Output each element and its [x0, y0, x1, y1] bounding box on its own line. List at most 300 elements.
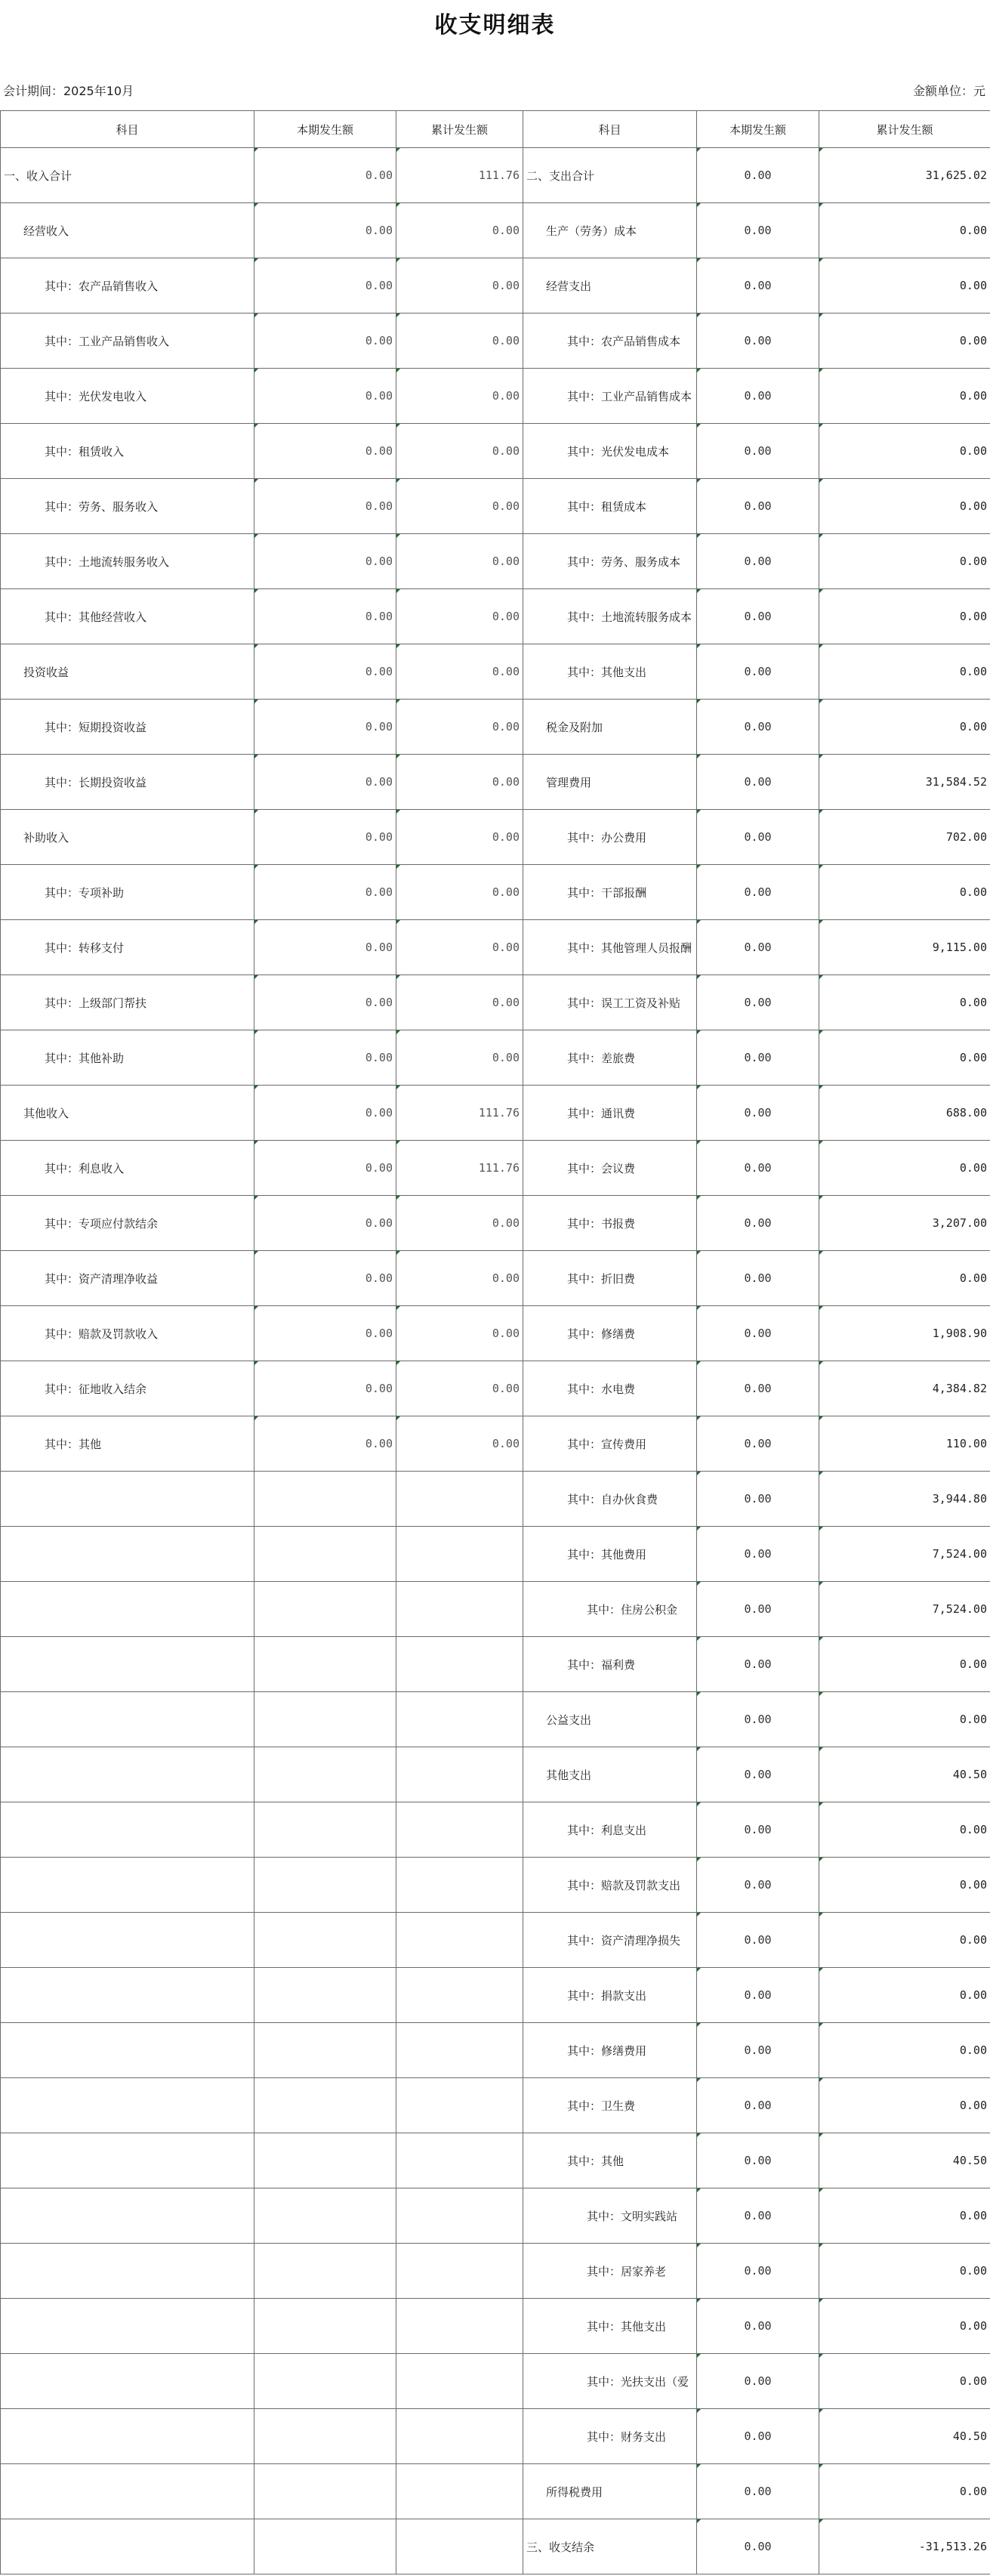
income-subject-cell: [1, 1472, 254, 1527]
expense-subject-cell: 其中：居家养老: [523, 2244, 697, 2299]
expense-cumulative-cell: 0.00: [819, 1251, 990, 1306]
income-current-cell: 0.00: [254, 810, 396, 865]
income-current-cell: 0.00: [254, 975, 396, 1030]
expense-cumulative-cell: 0.00: [819, 1968, 990, 2023]
expense-current-cell: 0.00: [697, 2244, 819, 2299]
income-cumulative-cell: [396, 1858, 523, 1913]
table-row: [1, 424, 990, 479]
table-row: [1, 148, 990, 203]
table-row: [1, 1858, 990, 1913]
expense-current-cell: 0.00: [697, 644, 819, 700]
expense-subject-cell: 其中：通讯费: [523, 1086, 697, 1141]
income-current-cell: 0.00: [254, 258, 396, 314]
income-cumulative-cell: 0.00: [396, 1361, 523, 1416]
header-expense-current: 本期发生额: [697, 111, 819, 148]
expense-subject-cell: 其中：干部报酬: [523, 865, 697, 920]
table-row: [1, 1030, 990, 1086]
income-subject-cell: [1, 2078, 254, 2133]
table-row: [1, 1582, 990, 1637]
income-current-cell: 0.00: [254, 920, 396, 975]
income-subject-cell: [1, 1692, 254, 1747]
expense-cumulative-cell: 0.00: [819, 2354, 990, 2409]
income-subject-cell: [1, 2133, 254, 2188]
income-current-cell: [254, 1582, 396, 1637]
income-current-cell: 0.00: [254, 479, 396, 534]
income-current-cell: [254, 1913, 396, 1968]
income-cumulative-cell: 0.00: [396, 1251, 523, 1306]
income-current-cell: [254, 1802, 396, 1858]
income-subject-cell: 投资收益: [1, 644, 254, 700]
income-subject-cell: 其中：其他: [1, 1416, 254, 1472]
income-cumulative-cell: 0.00: [396, 975, 523, 1030]
expense-subject-cell: 二、支出合计: [523, 148, 697, 203]
expense-cumulative-cell: 3,207.00: [819, 1196, 990, 1251]
income-current-cell: [254, 1968, 396, 2023]
income-current-cell: [254, 2464, 396, 2519]
expense-current-cell: 0.00: [697, 589, 819, 644]
expense-cumulative-cell: 702.00: [819, 810, 990, 865]
income-cumulative-cell: [396, 2023, 523, 2078]
income-subject-cell: [1, 1527, 254, 1582]
table-row: [1, 865, 990, 920]
income-subject-cell: 补助收入: [1, 810, 254, 865]
income-current-cell: [254, 2519, 396, 2574]
income-cumulative-cell: 0.00: [396, 258, 523, 314]
expense-subject-cell: 其中：劳务、服务成本: [523, 534, 697, 589]
expense-subject-cell: 其中：租赁成本: [523, 479, 697, 534]
expense-current-cell: 0.00: [697, 2519, 819, 2574]
income-subject-cell: 其中：上级部门帮扶: [1, 975, 254, 1030]
income-cumulative-cell: 0.00: [396, 479, 523, 534]
report-meta: [3, 82, 985, 104]
income-current-cell: [254, 1858, 396, 1913]
income-subject-cell: 其他收入: [1, 1086, 254, 1141]
table-row: [1, 1141, 990, 1196]
expense-cumulative-cell: 0.00: [819, 203, 990, 258]
expense-subject-cell: 生产（劳务）成本: [523, 203, 697, 258]
income-subject-cell: [1, 1913, 254, 1968]
expense-cumulative-cell: 110.00: [819, 1416, 990, 1472]
expense-current-cell: 0.00: [697, 1472, 819, 1527]
expense-current-cell: 0.00: [697, 1692, 819, 1747]
income-current-cell: [254, 1747, 396, 1802]
expense-cumulative-cell: 0.00: [819, 424, 990, 479]
expense-current-cell: 0.00: [697, 1416, 819, 1472]
income-current-cell: 0.00: [254, 1361, 396, 1416]
income-current-cell: 0.00: [254, 865, 396, 920]
table-row: [1, 644, 990, 700]
income-cumulative-cell: [396, 1692, 523, 1747]
income-cumulative-cell: [396, 2133, 523, 2188]
income-cumulative-cell: 0.00: [396, 1416, 523, 1472]
table-row: [1, 2244, 990, 2299]
table-row: [1, 534, 990, 589]
expense-current-cell: 0.00: [697, 2464, 819, 2519]
expense-subject-cell: 其中：其他管理人员报酬: [523, 920, 697, 975]
table-row: [1, 975, 990, 1030]
income-subject-cell: [1, 1747, 254, 1802]
expense-current-cell: 0.00: [697, 1030, 819, 1086]
expense-subject-cell: 其中：自办伙食费: [523, 1472, 697, 1527]
income-cumulative-cell: 0.00: [396, 369, 523, 424]
table-row: [1, 2078, 990, 2133]
expense-cumulative-cell: 1,908.90: [819, 1306, 990, 1361]
income-cumulative-cell: 0.00: [396, 1030, 523, 1086]
income-subject-cell: [1, 2464, 254, 2519]
income-current-cell: 0.00: [254, 1141, 396, 1196]
income-cumulative-cell: 0.00: [396, 755, 523, 810]
expense-subject-cell: 其中：光伏发电成本: [523, 424, 697, 479]
expense-cumulative-cell: 0.00: [819, 2464, 990, 2519]
income-subject-cell: [1, 2244, 254, 2299]
table-row: [1, 1472, 990, 1527]
income-subject-cell: [1, 2519, 254, 2574]
income-cumulative-cell: 0.00: [396, 534, 523, 589]
table-row: [1, 810, 990, 865]
expense-current-cell: 0.00: [697, 2409, 819, 2464]
table-row: [1, 369, 990, 424]
income-subject-cell: [1, 2188, 254, 2244]
income-cumulative-cell: 0.00: [396, 589, 523, 644]
expense-current-cell: 0.00: [697, 1747, 819, 1802]
expense-cumulative-cell: 0.00: [819, 975, 990, 1030]
table-row: [1, 1086, 990, 1141]
header-row: [1, 111, 990, 148]
income-subject-cell: [1, 1858, 254, 1913]
table-row: [1, 1802, 990, 1858]
expense-cumulative-cell: 0.00: [819, 479, 990, 534]
expense-cumulative-cell: 0.00: [819, 1913, 990, 1968]
expense-current-cell: 0.00: [697, 1858, 819, 1913]
expense-cumulative-cell: 0.00: [819, 644, 990, 700]
expense-subject-cell: 其中：差旅费: [523, 1030, 697, 1086]
income-subject-cell: 其中：赔款及罚款收入: [1, 1306, 254, 1361]
expense-current-cell: 0.00: [697, 1582, 819, 1637]
expense-cumulative-cell: 4,384.82: [819, 1361, 990, 1416]
header-income-subject: 科目: [1, 111, 254, 148]
table-row: [1, 1361, 990, 1416]
table-row: [1, 1692, 990, 1747]
table-row: [1, 1416, 990, 1472]
income-subject-cell: [1, 2023, 254, 2078]
income-current-cell: [254, 2023, 396, 2078]
income-subject-cell: 其中：利息收入: [1, 1141, 254, 1196]
income-subject-cell: 其中：专项补助: [1, 865, 254, 920]
income-cumulative-cell: [396, 1582, 523, 1637]
expense-cumulative-cell: 0.00: [819, 2188, 990, 2244]
income-subject-cell: 其中：其他经营收入: [1, 589, 254, 644]
expense-subject-cell: 其中：其他费用: [523, 1527, 697, 1582]
expense-current-cell: 0.00: [697, 1913, 819, 1968]
expense-current-cell: 0.00: [697, 2299, 819, 2354]
table-row: [1, 2133, 990, 2188]
table-row: [1, 1306, 990, 1361]
expense-cumulative-cell: 31,625.02: [819, 148, 990, 203]
table-row: [1, 1196, 990, 1251]
income-subject-cell: 其中：资产清理净收益: [1, 1251, 254, 1306]
expense-current-cell: 0.00: [697, 2354, 819, 2409]
expense-subject-cell: 其中：修缮费: [523, 1306, 697, 1361]
income-current-cell: 0.00: [254, 314, 396, 369]
expense-subject-cell: 其中：财务支出: [523, 2409, 697, 2464]
table-row: [1, 1747, 990, 1802]
income-current-cell: [254, 2133, 396, 2188]
income-cumulative-cell: [396, 2354, 523, 2409]
expense-subject-cell: 其中：办公费用: [523, 810, 697, 865]
income-current-cell: [254, 1472, 396, 1527]
amount-unit: 金额单位：元: [912, 84, 985, 98]
table-row: [1, 2188, 990, 2244]
income-subject-cell: 其中：光伏发电收入: [1, 369, 254, 424]
expense-subject-cell: 其中：误工工资及补贴: [523, 975, 697, 1030]
income-subject-cell: 其中：农产品销售收入: [1, 258, 254, 314]
expense-current-cell: 0.00: [697, 1306, 819, 1361]
income-subject-cell: 其中：短期投资收益: [1, 700, 254, 755]
expense-subject-cell: 其中：其他: [523, 2133, 697, 2188]
expense-subject-cell: 三、收支结余: [523, 2519, 697, 2574]
expense-current-cell: 0.00: [697, 1637, 819, 1692]
income-cumulative-cell: 0.00: [396, 314, 523, 369]
income-subject-cell: 一、收入合计: [1, 148, 254, 203]
income-cumulative-cell: 0.00: [396, 644, 523, 700]
table-row: [1, 920, 990, 975]
income-subject-cell: [1, 1968, 254, 2023]
income-subject-cell: [1, 1582, 254, 1637]
report-title: 收支明细表: [434, 12, 556, 39]
income-current-cell: 0.00: [254, 1086, 396, 1141]
expense-current-cell: 0.00: [697, 2078, 819, 2133]
expense-current-cell: 0.00: [697, 2023, 819, 2078]
expense-current-cell: 0.00: [697, 258, 819, 314]
expense-cumulative-cell: 0.00: [819, 1030, 990, 1086]
expense-current-cell: 0.00: [697, 148, 819, 203]
income-current-cell: 0.00: [254, 644, 396, 700]
expense-cumulative-cell: 0.00: [819, 865, 990, 920]
income-cumulative-cell: [396, 1802, 523, 1858]
income-current-cell: 0.00: [254, 1306, 396, 1361]
income-cumulative-cell: [396, 2244, 523, 2299]
table-row: [1, 479, 990, 534]
expense-current-cell: 0.00: [697, 1968, 819, 2023]
expense-cumulative-cell: 0.00: [819, 2299, 990, 2354]
expense-subject-cell: 其中：宣传费用: [523, 1416, 697, 1472]
table-row: [1, 700, 990, 755]
expense-subject-cell: 其中：卫生费: [523, 2078, 697, 2133]
table-row: [1, 2409, 990, 2464]
expense-cumulative-cell: 0.00: [819, 1802, 990, 1858]
income-subject-cell: 其中：专项应付款结余: [1, 1196, 254, 1251]
expense-current-cell: 0.00: [697, 1251, 819, 1306]
expense-subject-cell: 其中：折旧费: [523, 1251, 697, 1306]
expense-subject-cell: 其中：捐款支出: [523, 1968, 697, 2023]
expense-cumulative-cell: 3,944.80: [819, 1472, 990, 1527]
income-current-cell: 0.00: [254, 148, 396, 203]
expense-current-cell: 0.00: [697, 975, 819, 1030]
income-current-cell: [254, 2299, 396, 2354]
income-cumulative-cell: [396, 1637, 523, 1692]
income-subject-cell: [1, 2354, 254, 2409]
income-current-cell: [254, 2078, 396, 2133]
expense-cumulative-cell: 0.00: [819, 1637, 990, 1692]
income-cumulative-cell: 111.76: [396, 1086, 523, 1141]
income-cumulative-cell: 0.00: [396, 810, 523, 865]
accounting-period: 会计期间：2025年10月: [3, 84, 134, 98]
expense-current-cell: 0.00: [697, 700, 819, 755]
expense-current-cell: 0.00: [697, 1086, 819, 1141]
income-current-cell: 0.00: [254, 1251, 396, 1306]
expense-cumulative-cell: 0.00: [819, 1858, 990, 1913]
expense-current-cell: 0.00: [697, 2133, 819, 2188]
income-cumulative-cell: [396, 1747, 523, 1802]
expense-subject-cell: 其中：光扶支出（爱: [523, 2354, 697, 2409]
expense-cumulative-cell: 0.00: [819, 314, 990, 369]
income-subject-cell: 其中：转移支付: [1, 920, 254, 975]
income-current-cell: [254, 2409, 396, 2464]
income-subject-cell: 其中：租赁收入: [1, 424, 254, 479]
expense-subject-cell: 其中：水电费: [523, 1361, 697, 1416]
income-cumulative-cell: [396, 2299, 523, 2354]
expense-subject-cell: 其中：其他支出: [523, 2299, 697, 2354]
expense-subject-cell: 其中：住房公积金: [523, 1582, 697, 1637]
income-current-cell: 0.00: [254, 700, 396, 755]
income-cumulative-cell: [396, 1968, 523, 2023]
expense-cumulative-cell: 0.00: [819, 2078, 990, 2133]
income-current-cell: 0.00: [254, 424, 396, 479]
expense-cumulative-cell: 0.00: [819, 258, 990, 314]
expense-cumulative-cell: 0.00: [819, 2023, 990, 2078]
table-row: [1, 1968, 990, 2023]
income-cumulative-cell: 0.00: [396, 1306, 523, 1361]
expense-cumulative-cell: 31,584.52: [819, 755, 990, 810]
expense-current-cell: 0.00: [697, 479, 819, 534]
income-current-cell: [254, 2188, 396, 2244]
expense-current-cell: 0.00: [697, 865, 819, 920]
expense-current-cell: 0.00: [697, 1802, 819, 1858]
expense-cumulative-cell: 0.00: [819, 2244, 990, 2299]
expense-subject-cell: 其中：会议费: [523, 1141, 697, 1196]
income-cumulative-cell: [396, 2464, 523, 2519]
expense-current-cell: 0.00: [697, 203, 819, 258]
income-current-cell: [254, 2244, 396, 2299]
expense-cumulative-cell: 0.00: [819, 589, 990, 644]
income-subject-cell: 其中：工业产品销售收入: [1, 314, 254, 369]
expense-current-cell: 0.00: [697, 810, 819, 865]
table-row: [1, 203, 990, 258]
expense-cumulative-cell: 688.00: [819, 1086, 990, 1141]
table-row: [1, 2299, 990, 2354]
expense-current-cell: 0.00: [697, 534, 819, 589]
expense-cumulative-cell: 40.50: [819, 2409, 990, 2464]
income-subject-cell: [1, 2299, 254, 2354]
expense-current-cell: 0.00: [697, 2188, 819, 2244]
income-subject-cell: [1, 1802, 254, 1858]
income-subject-cell: 经营收入: [1, 203, 254, 258]
expense-current-cell: 0.00: [697, 1361, 819, 1416]
table-row: [1, 2464, 990, 2519]
income-subject-cell: 其中：土地流转服务收入: [1, 534, 254, 589]
expense-cumulative-cell: 0.00: [819, 1141, 990, 1196]
table-row: [1, 314, 990, 369]
expense-subject-cell: 经营支出: [523, 258, 697, 314]
income-subject-cell: [1, 2409, 254, 2464]
expense-current-cell: 0.00: [697, 1527, 819, 1582]
income-cumulative-cell: 0.00: [396, 203, 523, 258]
income-subject-cell: 其中：劳务、服务收入: [1, 479, 254, 534]
expense-subject-cell: 其中：资产清理净损失: [523, 1913, 697, 1968]
expense-subject-cell: 其他支出: [523, 1747, 697, 1802]
expense-cumulative-cell: 0.00: [819, 700, 990, 755]
expense-cumulative-cell: 7,524.00: [819, 1582, 990, 1637]
income-subject-cell: 其中：征地收入结余: [1, 1361, 254, 1416]
income-cumulative-cell: 0.00: [396, 1196, 523, 1251]
expense-cumulative-cell: -31,513.26: [819, 2519, 990, 2574]
income-cumulative-cell: [396, 1472, 523, 1527]
income-current-cell: 0.00: [254, 1030, 396, 1086]
table-row: [1, 589, 990, 644]
income-current-cell: 0.00: [254, 203, 396, 258]
expense-subject-cell: 其中：土地流转服务成本: [523, 589, 697, 644]
income-cumulative-cell: [396, 2409, 523, 2464]
expense-subject-cell: 其中：修缮费用: [523, 2023, 697, 2078]
income-cumulative-cell: 0.00: [396, 424, 523, 479]
income-current-cell: 0.00: [254, 1416, 396, 1472]
expense-cumulative-cell: 0.00: [819, 369, 990, 424]
income-current-cell: [254, 1637, 396, 1692]
table-row: [1, 258, 990, 314]
expense-subject-cell: 税金及附加: [523, 700, 697, 755]
income-current-cell: [254, 2354, 396, 2409]
income-cumulative-cell: [396, 2519, 523, 2574]
header-income-cumulative: 累计发生额: [396, 111, 523, 148]
income-cumulative-cell: 111.76: [396, 148, 523, 203]
expense-subject-cell: 所得税费用: [523, 2464, 697, 2519]
income-cumulative-cell: [396, 1913, 523, 1968]
expense-subject-cell: 管理费用: [523, 755, 697, 810]
income-subject-cell: 其中：其他补助: [1, 1030, 254, 1086]
header-expense-cumulative: 累计发生额: [819, 111, 990, 148]
header-expense-subject: 科目: [523, 111, 697, 148]
expense-current-cell: 0.00: [697, 1196, 819, 1251]
expense-subject-cell: 其中：工业产品销售成本: [523, 369, 697, 424]
expense-subject-cell: 公益支出: [523, 1692, 697, 1747]
income-current-cell: 0.00: [254, 589, 396, 644]
expense-subject-cell: 其中：利息支出: [523, 1802, 697, 1858]
income-cumulative-cell: 0.00: [396, 920, 523, 975]
income-current-cell: [254, 1692, 396, 1747]
ledger-body: [1, 148, 990, 2574]
income-subject-cell: 其中：长期投资收益: [1, 755, 254, 810]
header-income-current: 本期发生额: [254, 111, 396, 148]
expense-subject-cell: 其中：福利费: [523, 1637, 697, 1692]
expense-cumulative-cell: 7,524.00: [819, 1527, 990, 1582]
expense-cumulative-cell: 9,115.00: [819, 920, 990, 975]
expense-current-cell: 0.00: [697, 424, 819, 479]
expense-subject-cell: 其中：其他支出: [523, 644, 697, 700]
expense-current-cell: 0.00: [697, 755, 819, 810]
table-row: [1, 1913, 990, 1968]
income-current-cell: 0.00: [254, 369, 396, 424]
income-cumulative-cell: 0.00: [396, 865, 523, 920]
expense-current-cell: 0.00: [697, 1141, 819, 1196]
income-cumulative-cell: [396, 2188, 523, 2244]
expense-cumulative-cell: 40.50: [819, 1747, 990, 1802]
table-row: [1, 1251, 990, 1306]
income-current-cell: 0.00: [254, 755, 396, 810]
income-cumulative-cell: 111.76: [396, 1141, 523, 1196]
ledger-table: [0, 110, 990, 2574]
table-row: [1, 1527, 990, 1582]
table-row: [1, 2519, 990, 2574]
